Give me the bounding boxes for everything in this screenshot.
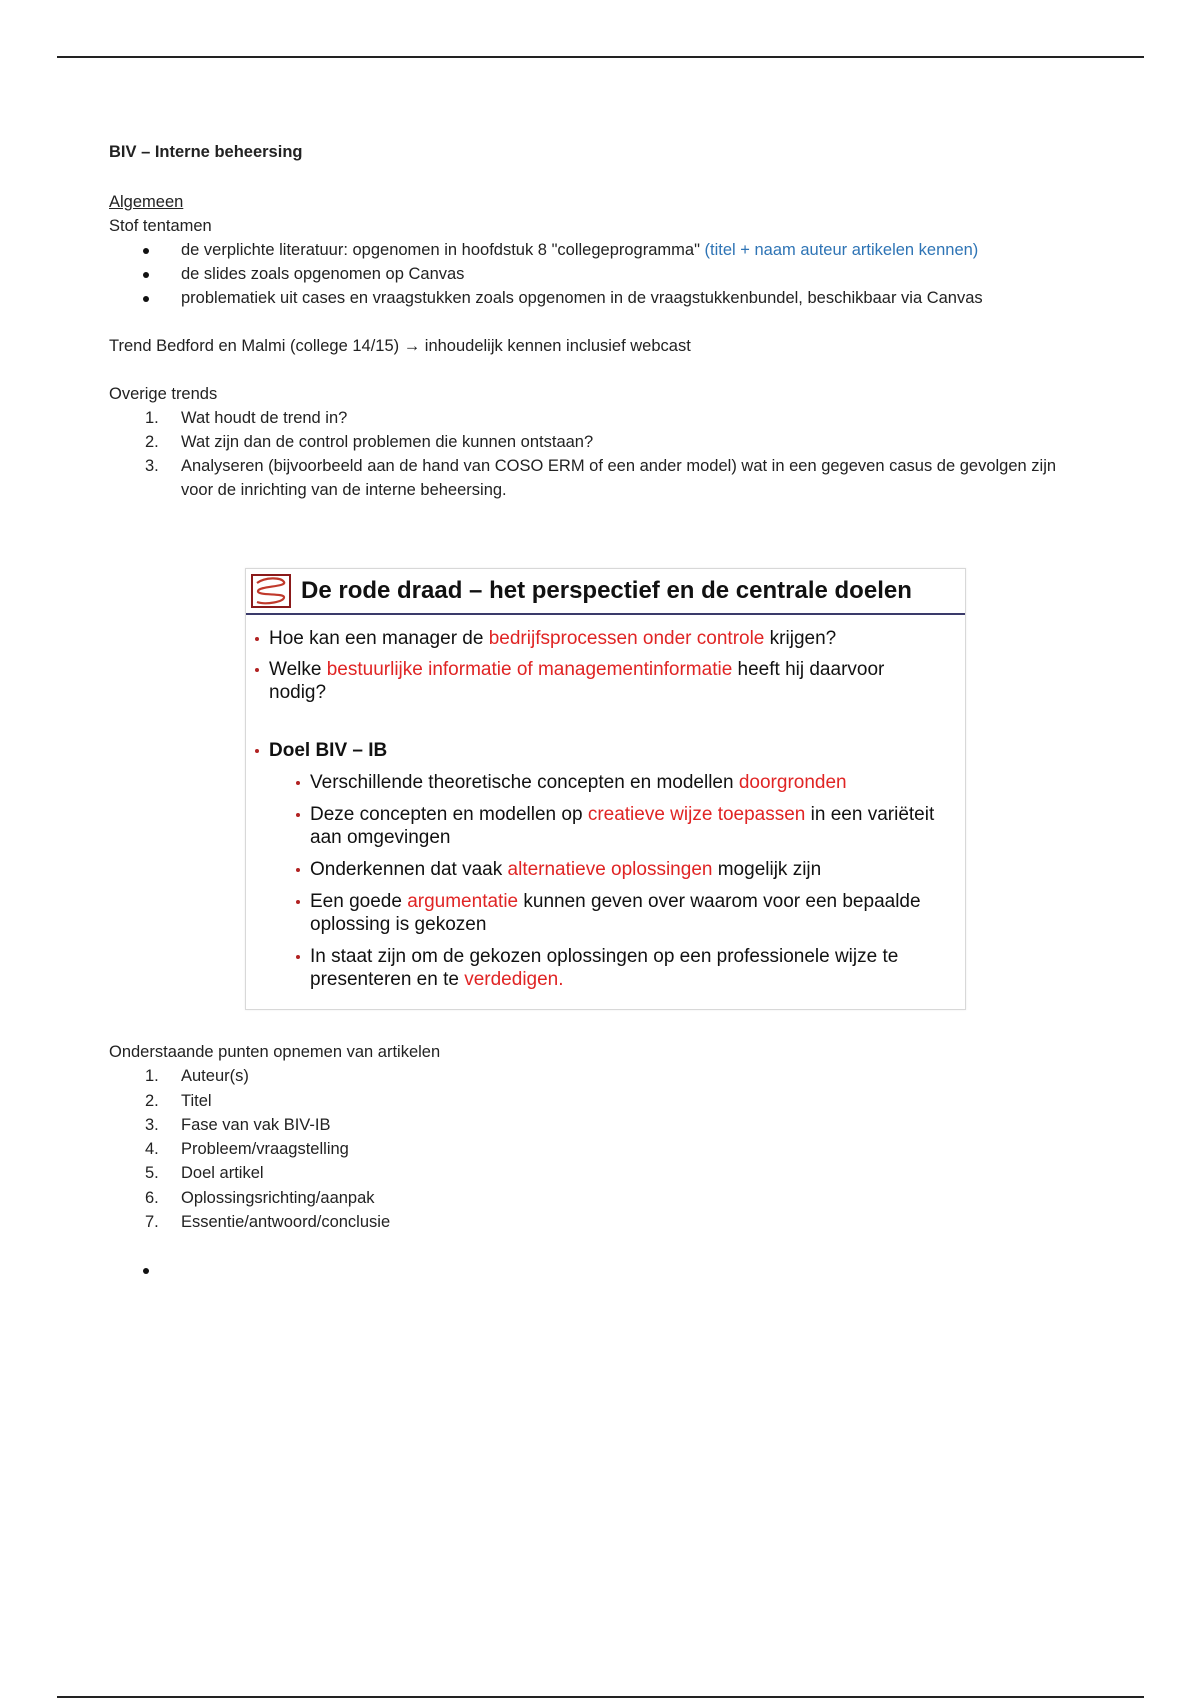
embedded-slide xyxy=(245,568,966,1010)
list-number: 3. xyxy=(145,457,159,475)
bullet-icon xyxy=(296,781,300,785)
bullet-icon xyxy=(143,248,149,254)
document-title: BIV – Interne beheersing xyxy=(109,143,303,161)
slide-goal-item xyxy=(246,890,965,936)
list-item-text: Wat zijn dan de control problemen die kunnen ontstaan? xyxy=(181,433,594,451)
list-item xyxy=(109,1186,1089,1210)
slide-text: Doel BIV – IB xyxy=(269,740,388,761)
stof-list xyxy=(109,238,1089,310)
slide-question xyxy=(246,627,965,650)
bullet-icon xyxy=(255,668,259,672)
slide-text: Hoe kan een manager de xyxy=(269,628,489,649)
slide-title: De rode draad – het perspectief en de centrale doelen xyxy=(301,577,912,604)
footer-rule xyxy=(57,1696,1144,1698)
slide-highlight: argumentatie xyxy=(407,891,519,912)
bullet-icon xyxy=(143,1268,149,1274)
slide-text: kunnen geven over waarom voor een bepaalde oplossing is gekozen xyxy=(310,891,921,935)
list-number: 1. xyxy=(145,409,159,427)
slide-text: Een goede xyxy=(310,891,408,912)
slide-header xyxy=(246,569,965,614)
slide-text: Verschillende theoretische concepten en modellen xyxy=(310,772,739,793)
header-rule xyxy=(57,56,1144,58)
list-item xyxy=(109,1137,1089,1161)
bullet-icon xyxy=(296,955,300,959)
slide-highlight: bedrijfsprocessen onder controle xyxy=(488,628,765,649)
list-item-text: Probleem/vraagstelling xyxy=(181,1140,349,1159)
list-item xyxy=(109,286,1089,310)
list-item xyxy=(109,1113,1089,1137)
bullet-icon xyxy=(296,868,300,872)
slide-text: . xyxy=(558,969,564,990)
list-item-text: Oplossingsrichting/aanpak xyxy=(181,1188,375,1207)
trend-line: Trend Bedford en Malmi (college 14/15) → inhoudelijk kennen inclusief webcast xyxy=(109,337,691,355)
slide-text: Welke xyxy=(269,659,327,680)
list-item xyxy=(109,1089,1089,1113)
list-item xyxy=(109,238,1089,262)
list-item-text: Analyseren (bijvoorbeeld aan de hand van COSO ERM of een ander model) wat in een gegeven casus de gevolgen zijn voor de inrichting van de interne beheersing. xyxy=(181,457,1057,499)
list-item xyxy=(109,430,1089,454)
slide-text: mogelijk zijn xyxy=(712,859,822,880)
slide-goal-item xyxy=(246,858,965,881)
list-item-text: Titel xyxy=(181,1091,212,1110)
bullet-icon xyxy=(143,296,149,302)
other-trends-list xyxy=(109,406,1089,502)
document-body xyxy=(109,140,1089,502)
list-item-text: de slides zoals opgenomen op Canvas xyxy=(181,265,465,283)
slide-goal-item xyxy=(246,803,965,849)
slide-text: in een variëteit aan omgevingen xyxy=(310,804,935,848)
list-item-text: Auteur(s) xyxy=(181,1067,249,1086)
stof-label: Stof tentamen xyxy=(109,217,212,235)
slide-highlight: alternatieve oplossingen xyxy=(507,859,713,880)
article-points-list xyxy=(109,1064,1089,1234)
list-item xyxy=(109,1210,1089,1234)
list-item-text: Doel artikel xyxy=(181,1164,264,1183)
slide-text: krijgen? xyxy=(764,628,837,649)
other-trends-label: Overige trends xyxy=(109,385,218,403)
list-number: 3. xyxy=(145,1115,159,1134)
list-number: 4. xyxy=(145,1140,159,1159)
slide-body xyxy=(246,619,965,991)
list-item-text: Essentie/antwoord/conclusie xyxy=(181,1213,391,1232)
slide-title-rule xyxy=(246,613,965,615)
bullet-icon xyxy=(296,813,300,817)
slide-text: heeft hij daarvoor nodig? xyxy=(269,659,885,703)
slide-goal-heading xyxy=(246,739,965,762)
section-heading-general: Algemeen xyxy=(109,193,184,211)
list-number: 7. xyxy=(145,1213,159,1232)
articles-label: Onderstaande punten opnemen van artikelen xyxy=(109,1043,441,1061)
list-item-text: de verplichte literatuur: opgenomen in hoofdstuk 8 "collegeprogramma" xyxy=(181,241,705,259)
list-item xyxy=(109,1161,1089,1185)
articles-section xyxy=(109,1040,1089,1282)
list-item xyxy=(109,406,1089,430)
red-thread-logo-icon xyxy=(251,574,291,608)
slide-highlight: creatieve wijze toepassen xyxy=(587,804,806,825)
slide-goal-item xyxy=(246,945,965,991)
bullet-icon xyxy=(255,749,259,753)
bullet-icon xyxy=(296,900,300,904)
slide-highlight: bestuurlijke informatie of managementinformatie xyxy=(326,659,733,680)
slide-text: Deze concepten en modellen op xyxy=(310,804,588,825)
list-number: 5. xyxy=(145,1164,159,1183)
slide-text: Onderkennen dat vaak xyxy=(310,859,508,880)
list-number: 1. xyxy=(145,1067,159,1086)
list-item-text: problematiek uit cases en vraagstukken zoals opgenomen in de vraagstukkenbundel, beschikbaar via Canvas xyxy=(181,289,983,307)
slide-text: In staat zijn om de gekozen oplossingen op een professionele wijze te presenteren en te xyxy=(310,946,899,990)
slide-question xyxy=(246,658,965,704)
list-item-text: Fase van vak BIV-IB xyxy=(181,1115,331,1134)
list-number: 2. xyxy=(145,1091,159,1110)
list-number: 2. xyxy=(145,433,159,451)
list-item-note: (titel + naam auteur artikelen kennen) xyxy=(704,241,979,259)
list-item xyxy=(109,1064,1089,1088)
list-number: 6. xyxy=(145,1188,159,1207)
slide-highlight: verdedigen xyxy=(464,969,559,990)
list-item xyxy=(109,262,1089,286)
list-item xyxy=(109,454,1089,502)
empty-list-item xyxy=(109,1258,1089,1282)
bullet-icon xyxy=(255,637,259,641)
list-item-text: Wat houdt de trend in? xyxy=(181,409,348,427)
bullet-icon xyxy=(143,272,149,278)
slide-highlight: doorgronden xyxy=(738,772,847,793)
slide-goal-item xyxy=(246,771,965,794)
